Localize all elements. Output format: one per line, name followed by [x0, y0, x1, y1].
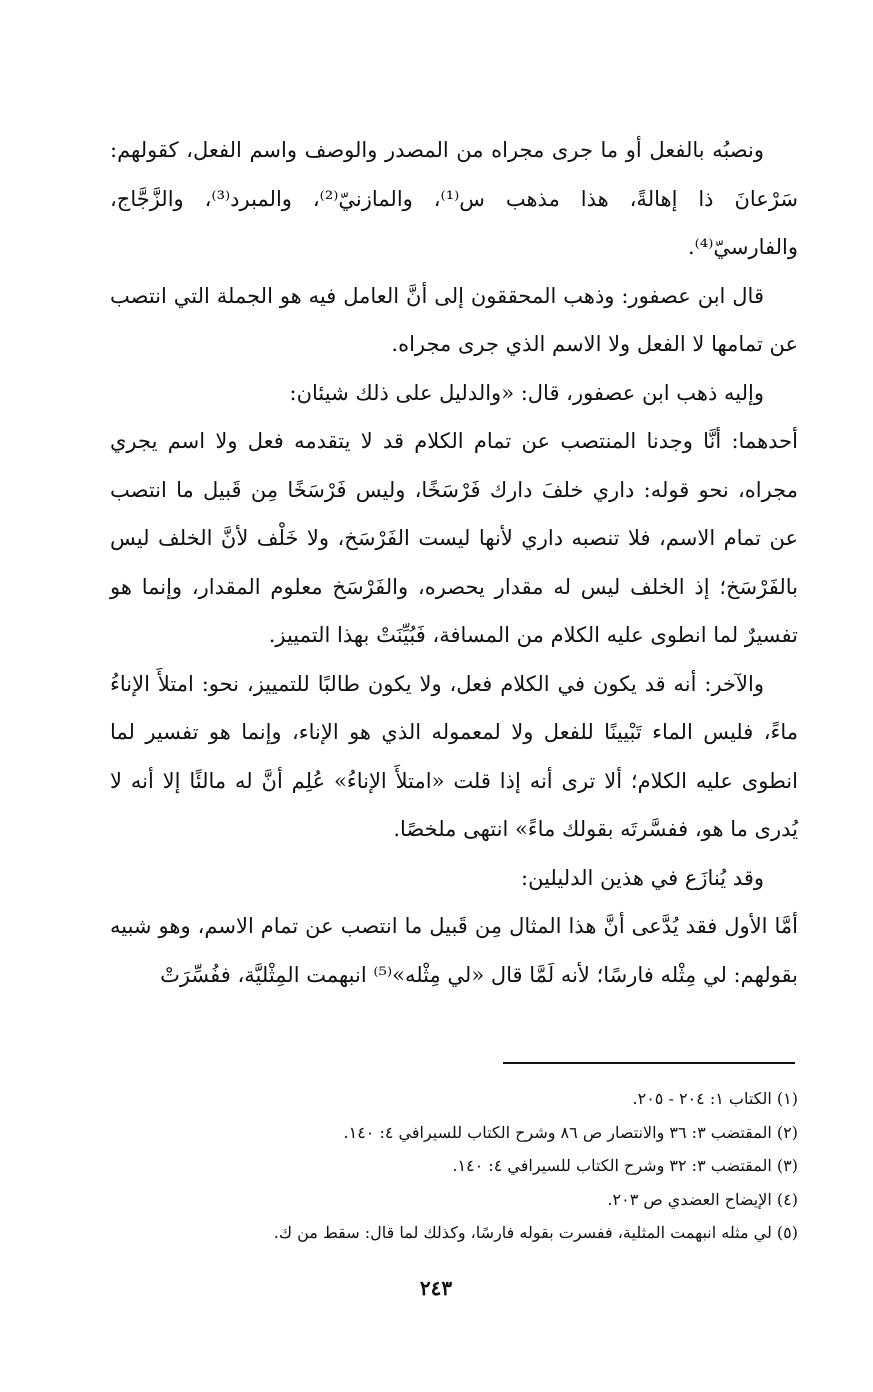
- footnote-3: (٣) المقتضب ٣: ٣٢ وشرح الكتاب للسيرافي ٤: ١٤٠.: [452, 1156, 798, 1175]
- footnote-1: (١) الكتاب ١: ٢٠٤ - ٢٠٥.: [632, 1089, 798, 1108]
- main-text: [110, 126, 798, 999]
- paragraph-5: والآخر: أنه قد يكون في الكلام فعل، ولا يكون طالبًا للتمييز، نحو: امتلأَ الإناءُ ماءً، فليس الماء تَبْيينًا للفعل ولا لمعموله الذي هو الإناء، وإنما هو تفسير لما انطوى عليه الكلام؛ ألا ترى أنه إذا قلت «امتلأَ الإناءُ» عُلِم أنَّ له مالئًا إلا أنه لا يُدرى ما هو، ففسَّرتَه بقولك ماءً» انتهى ملخصًا.: [110, 671, 798, 841]
- paragraph-4: أحدهما: أنَّا وجدنا المنتصب عن تمام الكلام قد لا يتقدمه فعل ولا اسم يجري مجراه، نحو قوله: داري خلفَ دارك فَرْسَخًا، وليس فَرْسَخًا مِن قَبيل ما انتصب عن تمام الاسم، فلا تنصبه داري لأنها ليست الفَرْسَخ، ولا خَلْف لأنَّ الخلف ليس بالفَرْسَخ؛ إذ الخلف ليس له مقدار يحصره، والفَرْسَخ معلوم المقدار، وإنما هو تفسيرٌ لما انطوى عليه الكلام من المسافة، فَبُيِّنَتْ بهذا التمييز.: [110, 429, 798, 647]
- page-number: ٢٤٣: [419, 1276, 453, 1300]
- paragraph-6: وقد يُنازَع في هذين الدليلين:: [521, 865, 764, 890]
- footnote-4: (٤) الإيضاح العضدي ص ٢٠٣.: [607, 1189, 798, 1209]
- paragraph-1: ونصبُه بالفعل أو ما جرى مجراه من المصدر والوصف واسم الفعل، كقولهم: سَرْعانَ ذا إهالةً، هذا مذهب س⁽¹⁾، والمازنيّ⁽²⁾، والمبرد⁽³⁾، والزَّجَّاج، والفارسيّ⁽⁴⁾.: [110, 138, 799, 259]
- footnote-5: (٥) لي مثله انبهمت المثلية، ففسرت بقوله فارسًا، وكذلك لما قال: سقط من ك.: [273, 1223, 798, 1242]
- paragraph-3: وإليه ذهب ابن عصفور، قال: «والدليل على ذلك شيئان:: [289, 380, 764, 405]
- footnote-2: (٢) المقتضب ٣: ٣٦ والانتصار ص ٨٦ وشرح الكتاب للسيرافي ٤: ١٤٠.: [343, 1122, 798, 1142]
- footnotes: [150, 1082, 798, 1250]
- paragraph-2: قال ابن عصفور: وذهب المحققون إلى أنَّ العامل فيه هو الجملة التي انتصب عن تمامها لا الفعل ولا الاسم الذي جرى مجراه.: [110, 283, 798, 356]
- paragraph-7: أمَّا الأول فقد يُدَّعى أنَّ هذا المثال مِن قَبيل ما انتصب عن تمام الاسم، وهو شبيه بقولهم: لي مِثْله فارسًا؛ لأنه لَمَّا قال «لي مِثْله»⁽⁵⁾ انبهمت المِثْليَّة، ففُسِّرَتْ: [110, 914, 798, 987]
- footnote-separator: [503, 1062, 795, 1064]
